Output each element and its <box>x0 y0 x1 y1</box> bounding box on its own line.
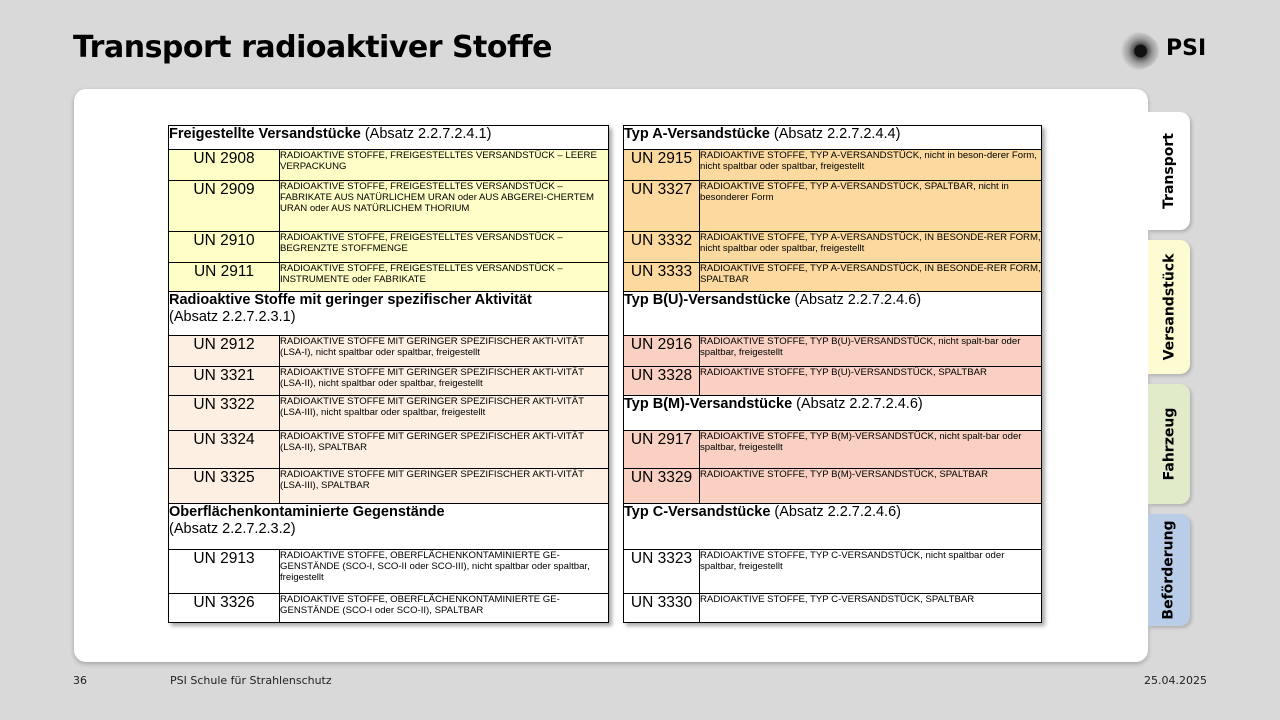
un-code: UN 2916 <box>624 336 700 367</box>
un-description: RADIOAKTIVE STOFFE, TYP A-VERSANDSTÜCK, SPALTBAR, nicht in besonderer Form <box>700 181 1042 232</box>
table-row <box>624 431 1042 469</box>
tab-label: Fahrzeug <box>1161 407 1178 481</box>
un-description: RADIOAKTIVE STOFFE, TYP B(M)-VERSANDSTÜCK, SPALTBAR <box>700 469 1042 504</box>
un-description: RADIOAKTIVE STOFFE, FREIGESTELLTES VERSANDSTÜCK – LEERE VERPACKUNG <box>280 150 609 181</box>
un-code: UN 2915 <box>624 150 700 181</box>
table-row <box>169 232 609 263</box>
footer-organization: PSI Schule für Strahlenschutz <box>170 674 332 687</box>
un-description: RADIOAKTIVE STOFFE, FREIGESTELLTES VERSANDSTÜCK – INSTRUMENTE oder FABRIKATE <box>280 263 609 292</box>
section-header: Freigestellte Versandstücke (Absatz 2.2.7.2.4.1) <box>169 126 609 150</box>
table-row <box>169 431 609 469</box>
un-code: UN 3330 <box>624 594 700 623</box>
section-header: Typ A-Versandstücke (Absatz 2.2.7.2.4.4) <box>624 126 1042 150</box>
un-code: UN 2908 <box>169 150 280 181</box>
tab-label: Versandstück <box>1161 253 1177 361</box>
table-row <box>169 150 609 181</box>
table-row <box>624 263 1042 292</box>
table-row <box>624 150 1042 181</box>
table-row <box>169 550 609 594</box>
slide-title: Transport radioaktiver Stoffe <box>73 30 552 65</box>
page-number: 36 <box>73 674 87 687</box>
table-row <box>624 232 1042 263</box>
table-row <box>624 469 1042 504</box>
un-description: RADIOAKTIVE STOFFE, TYP B(M)-VERSANDSTÜCK, nicht spalt-bar oder spaltbar, freigestellt <box>700 431 1042 469</box>
un-description: RADIOAKTIVE STOFFE, TYP A-VERSANDSTÜCK, nicht in beson-derer Form, nicht spaltbar oder spaltbar, freigestellt <box>700 150 1042 181</box>
section-header: Typ C-Versandstücke (Absatz 2.2.7.2.4.6) <box>624 504 1042 550</box>
un-code: UN 2917 <box>624 431 700 469</box>
table-row <box>624 550 1042 594</box>
table-row <box>169 336 609 367</box>
un-description: RADIOAKTIVE STOFFE, OBERFLÄCHENKONTAMINIERTE GE-GENSTÄNDE (SCO-I, SCO-II oder SCO-III), nicht spaltbar oder spaltbar, freigestellt <box>280 550 609 594</box>
footer-date: 25.04.2025 <box>1144 674 1207 687</box>
table-row <box>169 367 609 396</box>
un-code: UN 3322 <box>169 396 280 431</box>
table-row <box>624 181 1042 232</box>
un-code: UN 3323 <box>624 550 700 594</box>
un-description: RADIOAKTIVE STOFFE MIT GERINGER SPEZIFISCHER AKTI-VITÄT (LSA-I), nicht spaltbar oder spaltbar, freigestellt <box>280 336 609 367</box>
un-description: RADIOAKTIVE STOFFE MIT GERINGER SPEZIFISCHER AKTI-VITÄT (LSA-III), SPALTBAR <box>280 469 609 504</box>
table-row <box>169 263 609 292</box>
un-description: RADIOAKTIVE STOFFE, TYP A-VERSANDSTÜCK, IN BESONDE-RER FORM, nicht spaltbar oder spaltbar, freigestellt <box>700 232 1042 263</box>
psi-logo-mark <box>1113 32 1159 70</box>
un-code: UN 2910 <box>169 232 280 263</box>
tab-label: Beförderung <box>1161 520 1177 620</box>
un-description: RADIOAKTIVE STOFFE, OBERFLÄCHENKONTAMINIERTE GE-GENSTÄNDE (SCO-I oder SCO-II), SPALTBAR <box>280 594 609 623</box>
tab-befoerderung[interactable] <box>1148 514 1190 626</box>
table-row <box>624 336 1042 367</box>
un-code: UN 3321 <box>169 367 280 396</box>
un-description: RADIOAKTIVE STOFFE, FREIGESTELLTES VERSANDSTÜCK – BEGRENZTE STOFFMENGE <box>280 232 609 263</box>
un-code: UN 2912 <box>169 336 280 367</box>
section-header: Typ B(U)-Versandstücke (Absatz 2.2.7.2.4.6) <box>624 292 1042 336</box>
psi-logo-text: PSI <box>1166 36 1207 61</box>
un-description: RADIOAKTIVE STOFFE MIT GERINGER SPEZIFISCHER AKTI-VITÄT (LSA-II), nicht spaltbar oder spaltbar, freigestellt <box>280 367 609 396</box>
un-code: UN 3332 <box>624 232 700 263</box>
un-code: UN 2913 <box>169 550 280 594</box>
un-description: RADIOAKTIVE STOFFE MIT GERINGER SPEZIFISCHER AKTI-VITÄT (LSA-II), SPALTBAR <box>280 431 609 469</box>
un-code: UN 3325 <box>169 469 280 504</box>
table-row <box>624 367 1042 396</box>
un-code: UN 3328 <box>624 367 700 396</box>
table-row <box>624 594 1042 623</box>
table-row <box>169 396 609 431</box>
un-code: UN 2909 <box>169 181 280 232</box>
tab-fahrzeug[interactable] <box>1148 384 1190 504</box>
un-description: RADIOAKTIVE STOFFE, TYP B(U)-VERSANDSTÜCK, nicht spalt-bar oder spaltbar, freigestellt <box>700 336 1042 367</box>
tab-label: Transport <box>1161 133 1177 209</box>
section-header: Radioaktive Stoffe mit geringer spezifischer Aktivität (Absatz 2.2.7.2.3.1) <box>169 292 609 336</box>
section-header: Typ B(M)-Versandstücke (Absatz 2.2.7.2.4.6) <box>624 396 1042 431</box>
table-row <box>169 181 609 232</box>
un-code: UN 3329 <box>624 469 700 504</box>
un-code: UN 3333 <box>624 263 700 292</box>
table-row <box>169 469 609 504</box>
un-description: RADIOAKTIVE STOFFE, TYP B(U)-VERSANDSTÜCK, SPALTBAR <box>700 367 1042 396</box>
tab-versandstueck[interactable] <box>1148 240 1190 374</box>
section-header: Oberflächenkontaminierte Gegenstände (Absatz 2.2.7.2.3.2) <box>169 504 609 550</box>
un-description: RADIOAKTIVE STOFFE, TYP C-VERSANDSTÜCK, nicht spaltbar oder spaltbar, freigestellt <box>700 550 1042 594</box>
right-un-table <box>623 125 1042 623</box>
un-code: UN 3327 <box>624 181 700 232</box>
table-row <box>169 594 609 623</box>
tab-transport[interactable] <box>1148 112 1190 230</box>
un-description: RADIOAKTIVE STOFFE MIT GERINGER SPEZIFISCHER AKTI-VITÄT (LSA-III), nicht spaltbar oder spaltbar, freigestellt <box>280 396 609 431</box>
un-code: UN 3326 <box>169 594 280 623</box>
psi-logo <box>1113 32 1213 70</box>
un-code: UN 3324 <box>169 431 280 469</box>
un-description: RADIOAKTIVE STOFFE, TYP C-VERSANDSTÜCK, SPALTBAR <box>700 594 1042 623</box>
un-description: RADIOAKTIVE STOFFE, FREIGESTELLTES VERSANDSTÜCK – FABRIKATE AUS NATÜRLICHEM URAN oder AUS ABGEREI-CHERTEM URAN oder AUS NATÜRLICHEM THORIUM <box>280 181 609 232</box>
un-code: UN 2911 <box>169 263 280 292</box>
un-description: RADIOAKTIVE STOFFE, TYP A-VERSANDSTÜCK, IN BESONDE-RER FORM, SPALTBAR <box>700 263 1042 292</box>
left-un-table <box>168 125 609 623</box>
